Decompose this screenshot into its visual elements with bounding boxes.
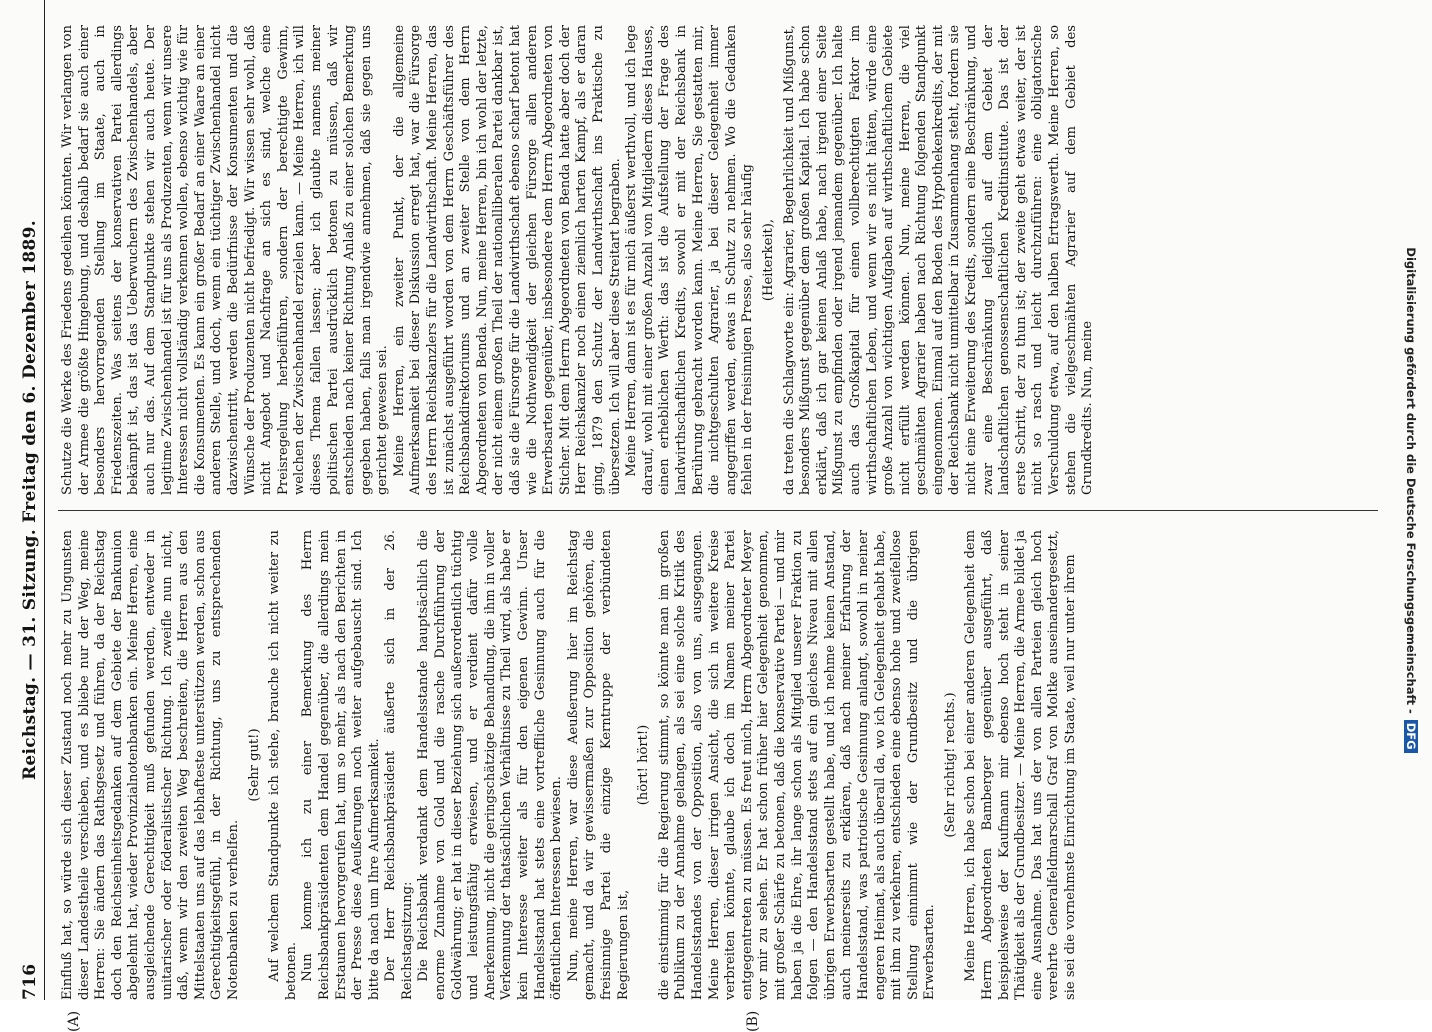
left-text-column bbox=[60, 530, 1380, 1000]
paragraph: Nun, meine Herren, war diese Aeußerung hier im Reichstag gemacht, und da wir gewissermaßen zur Opposition gehören, die freisinnige Partei die einzige Kerntruppe der verbündeten Regierungen ist, bbox=[565, 530, 631, 1000]
paragraph: Schutze die Werke des Friedens gedeihen könnten. Wir verlangen von der Armee die größte Hingebung, und deshalb bedarf sie auch einer besonders hervorragenden Stellung im Staate, auch in Friedenszeiten. Was seitens der konservativen Partei allerdings bekämpft ist, das ist das Ueberwuchern des Zwischenhandels, aber auch nur das. Auf dem Standpunkte stehen wir auch heute. Der legitime Zwischenhandel ist für uns als Produzenten, wenn wir unsere Interessen nicht vollständig verkennen wollen, ebenso wichtig wie für die Konsumenten. Es kann ein großer Bedarf an einer Waare an einer anderen Stelle, und doch, wenn ein tüchtiger Zwischenhandel nicht dazwischentritt, werden die Bedürfnisse der Konsumenten und die Wünsche der Produzenten nicht befriedigt. Wir wissen sehr wohl, daß nicht Angebot und Nachfrage an sich es sind, welche eine Preisregelung herbeiführen, sondern der berechtigte Gewinn, welchen der Zwischenhandel erzielen kann. — Meine Herren, ich will dieses Thema fallen lassen; aber ich glaubte namens meiner politischen Partei ausdrücklich betonen zu müssen, daß wir entschieden nach keiner Richtung Anlaß zu einer solchen Bemerkung gegeben haben, falls man irgendwie annehmen, daß sie gegen uns gerichtet gewesen sei. bbox=[60, 25, 391, 495]
paragraph: Meine Herren, ich habe schon bei einer anderen Gelegenheit dem Herrn Abgeordneten Bamberger gegenüber ausgeführt, daß beispielsweise der Kaufmann mir ebenso hoch steht in seiner Thätigkeit als der Grundbesitzer. — Meine Herren, die Armee bildet ja eine Ausnahme. Das hat uns der von allen Parteien gleich hoch verehrte Generalfeldmarschall Graf von Moltke auseinandergesetzt, sie sei die vornehmste Einrichtung im Staate, weil nur unter ihrem bbox=[963, 530, 1079, 1000]
column-divider bbox=[58, 510, 1378, 511]
paragraph: Meine Herren, dann ist es für mich äußerst werthvoll, und ich lege darauf, wohl mit einer großen Anzahl von Mitgliedern dieses Hauses, einen erheblichen Werth: das ist die Aufstellung der Frage des landwirthschaftlichen Kredits, sowohl er mit der Reichsbank in Berührung gebracht worden kann. Meine Herren, Sie gestatten mir, die nichtgeschulten Agrarier, ja bei dieser Gelegenheit immer angegriffen werden, etwas in Schutz zu nehmen. Wo die Gedanken fehlen in der freisinnigen Presse, also sehr häufig bbox=[624, 25, 756, 495]
margin-marker-a: (A) bbox=[66, 1010, 82, 1032]
credit-text: Digitalisierung gefördert durch die Deutsche Forschungsgemeinschaft - bbox=[1404, 247, 1418, 714]
paragraph: Der Herr Reichsbankpräsident äußerte sich in der 26. Reichstagsitzung: bbox=[383, 530, 415, 1000]
running-title: Reichstag. — 31. Sitzung. Freitag den 6. Dezember 1889. bbox=[20, 219, 40, 781]
paragraph: die einstimmig für die Regierung stimmt, so könnte man im großen Publikum zu der Annahme gelangen, als sei eine solche Kritik des Handelsstandes von der Opposition, also von uns, ausgegangen. Meine Herren, dieser irrigen Ansicht, die sich in weitere Kreise verbreiten könnte, glaube ich doch im Namen meiner Partei entgegentreten zu müssen. Es freut mich, Herrn Abgeordneter Meyer vor mir zu sehen. Er hat schon früher hier Gelegenheit genommen, mit großer Schärfe zu betonen, daß die konservative Partei — und mir haben ja die Ehre, ihr lange schon als Mitglied unserer Fraktion zu folgen — den Handelsstand stets auf ein gleiches Niveau mit allen übrigen Erwerbsarten gestellt habe, und ich nehme keinen Anstand, auch meinerseits zu erklären, daß nach meiner Erfahrung der Handelsstand, was patriotische Gesinnung anlangt, sowohl in meiner engeren Heimat, als auch überall da, wo ich Gelegenheit gehabt habe, mit ihm zu verkehren, entschieden eine ebenso hohe und zweifellose Stellung einnimmt wie der Grundbesitz und die übrigen Erwerbsarten. bbox=[656, 530, 938, 1000]
paragraph: Nun komme ich zu einer Bemerkung des Herrn Reichsbankpräsidenten dem Handel gegenüber, die allerdings mein Erstaunen hervorgerufen hat, um so mehr, als nach den Berichten in der Presse diese Aeußerungen noch weiter aufgebauscht sind. Ich bitte da nach um Ihre Aufmerksamkeit. bbox=[300, 530, 382, 1000]
paragraph: Die Reichsbank verdankt dem Handelsstande hauptsächlich die enorme Zunahme von Gold und die rasche Durchführung der Goldwährung; er hat in dieser Beziehung sich außerordentlich tüchtig und leistungsfähig erwiesen, und er verdient dafür volle Anerkennung, nicht die geringschätzige Behandlung, die ihm in voller Verkennung der thatsächlichen Verhältnisse zu Theil wird, als habe er kein Interesse weiter als für den eigenen Gewinn. Unser Handelsstand hat stets eine vortreffliche Gesinnung auch für die öffentlichen Interessen bewiesen. bbox=[416, 530, 565, 1000]
paragraph: Auf welchem Standpunkte ich stehe, brauche ich nicht weiter zu betonen. bbox=[267, 530, 299, 1000]
margin-marker-b: (B) bbox=[745, 1010, 761, 1032]
right-text-column bbox=[60, 25, 1380, 495]
page-number: 716 bbox=[20, 963, 40, 1000]
dfg-logo: DFG bbox=[1404, 720, 1418, 753]
interjection: (Sehr gut!) bbox=[246, 728, 262, 802]
interjection: (Sehr richtig! rechts.) bbox=[942, 692, 958, 838]
page-header bbox=[18, 0, 45, 1000]
paragraph: da treten die Schlagworte ein: Agrarier, Begehrlichkeit und Mißgunst, besonders Mißgunst gegenüber dem großen Kapital. Ich habe schon erklärt, daß ich gar keinen Anlaß habe, nach irgend einer Seite Mißgunst zu empfinden oder irgend jemandem gegenüber. Ich halte auch das Großkapital für einen vollberechtigten Faktor im wirthschaftlichen Leben, und wenn wir es nicht hätten, würde eine große Anzahl von wichtigen Aufgaben auf wirthschaftlichem Gebiete nicht erfüllt werden können. Nun, meine Herren, die viel geschmähten Agrarier haben nach Richtung folgenden Standpunkt eingenommen. Einmal auf den Boden des Hypothekenkredits, der mit der Reichsbank nicht unmittelbar in Zusammenhang steht, fordern sie nicht eine Erweiterung des Kredits, sondern eine Beschränkung, und zwar eine Beschränkung lediglich auf dem Gebiet der landschaftlichen genossenschaftlichen Kreditinstitute. Das ist der erste Schritt, der zu thun ist; der zweite geht etwas weiter, der ist nicht so rasch und leicht durchzuführen: eine obligatorische Verschuldung etwa, auf den halben Ertragswerth. Meine Herren, so stehen die vielgeschmähten Agrarier auf dem Gebiet des Grundkredits. Nun, meine bbox=[781, 25, 1096, 495]
interjection: (hört! hört!) bbox=[636, 724, 652, 806]
digitization-credit bbox=[1402, 0, 1418, 1000]
interjection: (Heiterkeit), bbox=[760, 218, 776, 302]
paragraph: Einfluß hat, so würde sich dieser Zustand noch mehr zu Ungunsten dieser Landestheile verschieben, und es bliebe nur der Weg, meine Herren: Sie ändern das Rathsgesetz und führen, da der Reichstag doch den Reichseinheitsgedanken auf dem Gebiete der Bankunion abgelehnt hat, wieder Provinzialnotenbanken ein. Meine Herren, eine ausgleichende Gerechtigkeit muß gefunden werden, entweder in unitarischer oder föderalistischer Richtung. Ich zweifle nun nicht, daß, wenn wir den zweiten Weg beschreiten, die Herren aus den Mittelstaaten uns auf das lebhafteste unterstützen werden, schon aus Gerechtigkeitsgefühl, in der Richtung, uns zu entsprechenden Notenbanken zu verhelfen. bbox=[60, 530, 241, 1000]
paragraph: Meine Herren, ein zweiter Punkt, der die allgemeine Aufmerksamkeit bei dieser Diskussion erregt hat, war die Fürsorge des Herrn Reichskanzlers für die Landwirthschaft. Meine Herren, das ist zunächst ausgeführt worden von dem Herrn Geschäftsführer des Reichsbankdirektoriums und an zweiter Stelle von dem Herrn Abgeordneten von Benda. Nun, meine Herren, bin ich wohl der letzte, der nicht einem großen Theil der nationalliberalen Partei dankbar ist, daß sie die Fürsorge für die Landwirthschaft ebenso scharf betont hat wie die Nothwendigkeit der gleichen Fürsorge allen anderen Erwerbsarten gegenüber, insbesondere dem Herrn Abgeordneten von Sticher. Mit dem Herrn Abgeordneten von Benda hatte aber doch der Herr Reichskanzler noch einen ziemlich harten Kampf, als er daran ging, 1879 den Schutz der Landwirthschaft ins Praktische zu übersetzen. Ich will aber diese Streitart begraben. bbox=[391, 25, 623, 495]
